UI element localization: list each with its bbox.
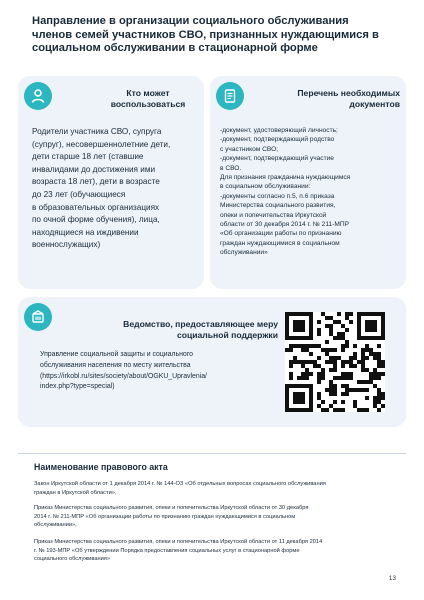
legal-act-line: социального обслуживания» [34,556,111,563]
agency-line: Управление социальной защиты и социального [40,351,193,358]
legal-act-item [34,480,394,497]
documents-line: обслуживании» [220,249,268,257]
legal-act-line: обслуживании», [34,522,77,529]
documents-line: Для признания гражданина нуждающимся [220,174,351,182]
documents-heading-line2: документов [349,98,400,109]
agency-heading-line1: Ведомство, предоставляющее меру [123,319,278,329]
legal-act-line: Приказ Министерства социального развития, опеки и попечительства Иркутской области от 11 декабря 2014 [34,539,323,545]
agency-line: index.php?type=special) [40,383,115,391]
who-line: (супруг), несовершеннолетние дети, [32,139,171,149]
legal-act-line: г. № 193-МПР «Об утверждении Порядка предоставления социальных услуг в стационарной форме [34,547,300,554]
who-line: дети старше 18 лет (ставшие [32,152,144,162]
documents-line: Министерства социального развития, [220,202,336,210]
documents-body [220,126,402,258]
who-heading [98,88,198,109]
legal-act-line: Приказ Министерства социального развития, опеки и попечительства Иркутской области от 30 декабря [34,505,309,511]
documents-line: граждан нуждающимися в социальном [220,239,340,247]
person-icon [24,82,52,110]
building-icon [24,303,52,331]
documents-heading [270,88,400,109]
documents-line: в СВО. [220,164,242,172]
legal-act-item [34,504,394,530]
who-line: военнослужащих) [32,240,101,250]
who-line: находящиеся на иждивении [32,227,139,237]
agency-line: (https://irkobl.ru/sites/society/about/OGKU_Upravlenia/ [40,372,207,380]
documents-card [210,76,406,289]
documents-line: «Об организации работы по признанию [220,230,342,238]
page-title: Направление в организации социального обслуживания членов семей участников СВО, признанных нуждающимися в социальном обслуживании в стационарной форме [32,15,379,55]
qr-code-icon[interactable] [285,312,385,412]
agency-heading [108,319,278,340]
who-line: в образовательных организациях [32,202,160,212]
who-line: до 23 лет (обучающиеся [32,189,126,199]
who-heading-line2: воспользоваться [110,98,186,109]
legal-acts-title: Наименование правового акта [34,462,168,472]
who-line: возраста 18 лет), дети в возрасте [32,177,160,187]
who-heading-line1: Кто может [126,88,170,98]
agency-line: обслуживания населения по месту жительства [40,361,191,369]
agency-body [40,350,270,393]
who-can-use-card [18,76,204,289]
legal-act-item [34,538,394,564]
documents-line: -документ, подтверждающий участие [220,155,334,163]
page-number: 13 [388,575,396,582]
documents-line: с участником СВО; [220,145,279,153]
documents-line: опеки и попечительства Иркутской [220,211,327,219]
document-list-icon [216,82,244,110]
agency-heading-line2: социальной поддержки [176,329,278,340]
documents-heading-line1: Перечень необходимых [297,88,400,98]
documents-line: области от 30 декабря 2014 г. № 211-МПР [220,221,350,229]
documents-line: в социальном обслуживании: [220,183,311,191]
who-body [32,126,202,252]
who-line: инвалидами до достижения ими [32,164,156,174]
documents-line: -документ, подтверждающий родство [220,136,335,144]
legal-act-line: Закон Иркутской области от 1 декабря 2014 г. № 144-ОЗ «Об отдельных вопросах социального обслуживания [34,481,326,487]
who-line: по очной форме обучения), лица, [32,215,160,225]
legal-act-line: 2014 г. № 211-МПР «Об организации работы по признанию граждан нуждающимися в социальном [34,513,296,520]
documents-line: -документы согласно п.5, п.6 приказа [220,192,335,200]
legal-act-line: граждан в Иркутской области», [34,489,117,496]
legal-acts-section [18,453,406,584]
who-line: Родители участника СВО, супруга [32,127,162,136]
documents-line: -документ, удостоверяющий личность; [220,127,338,134]
